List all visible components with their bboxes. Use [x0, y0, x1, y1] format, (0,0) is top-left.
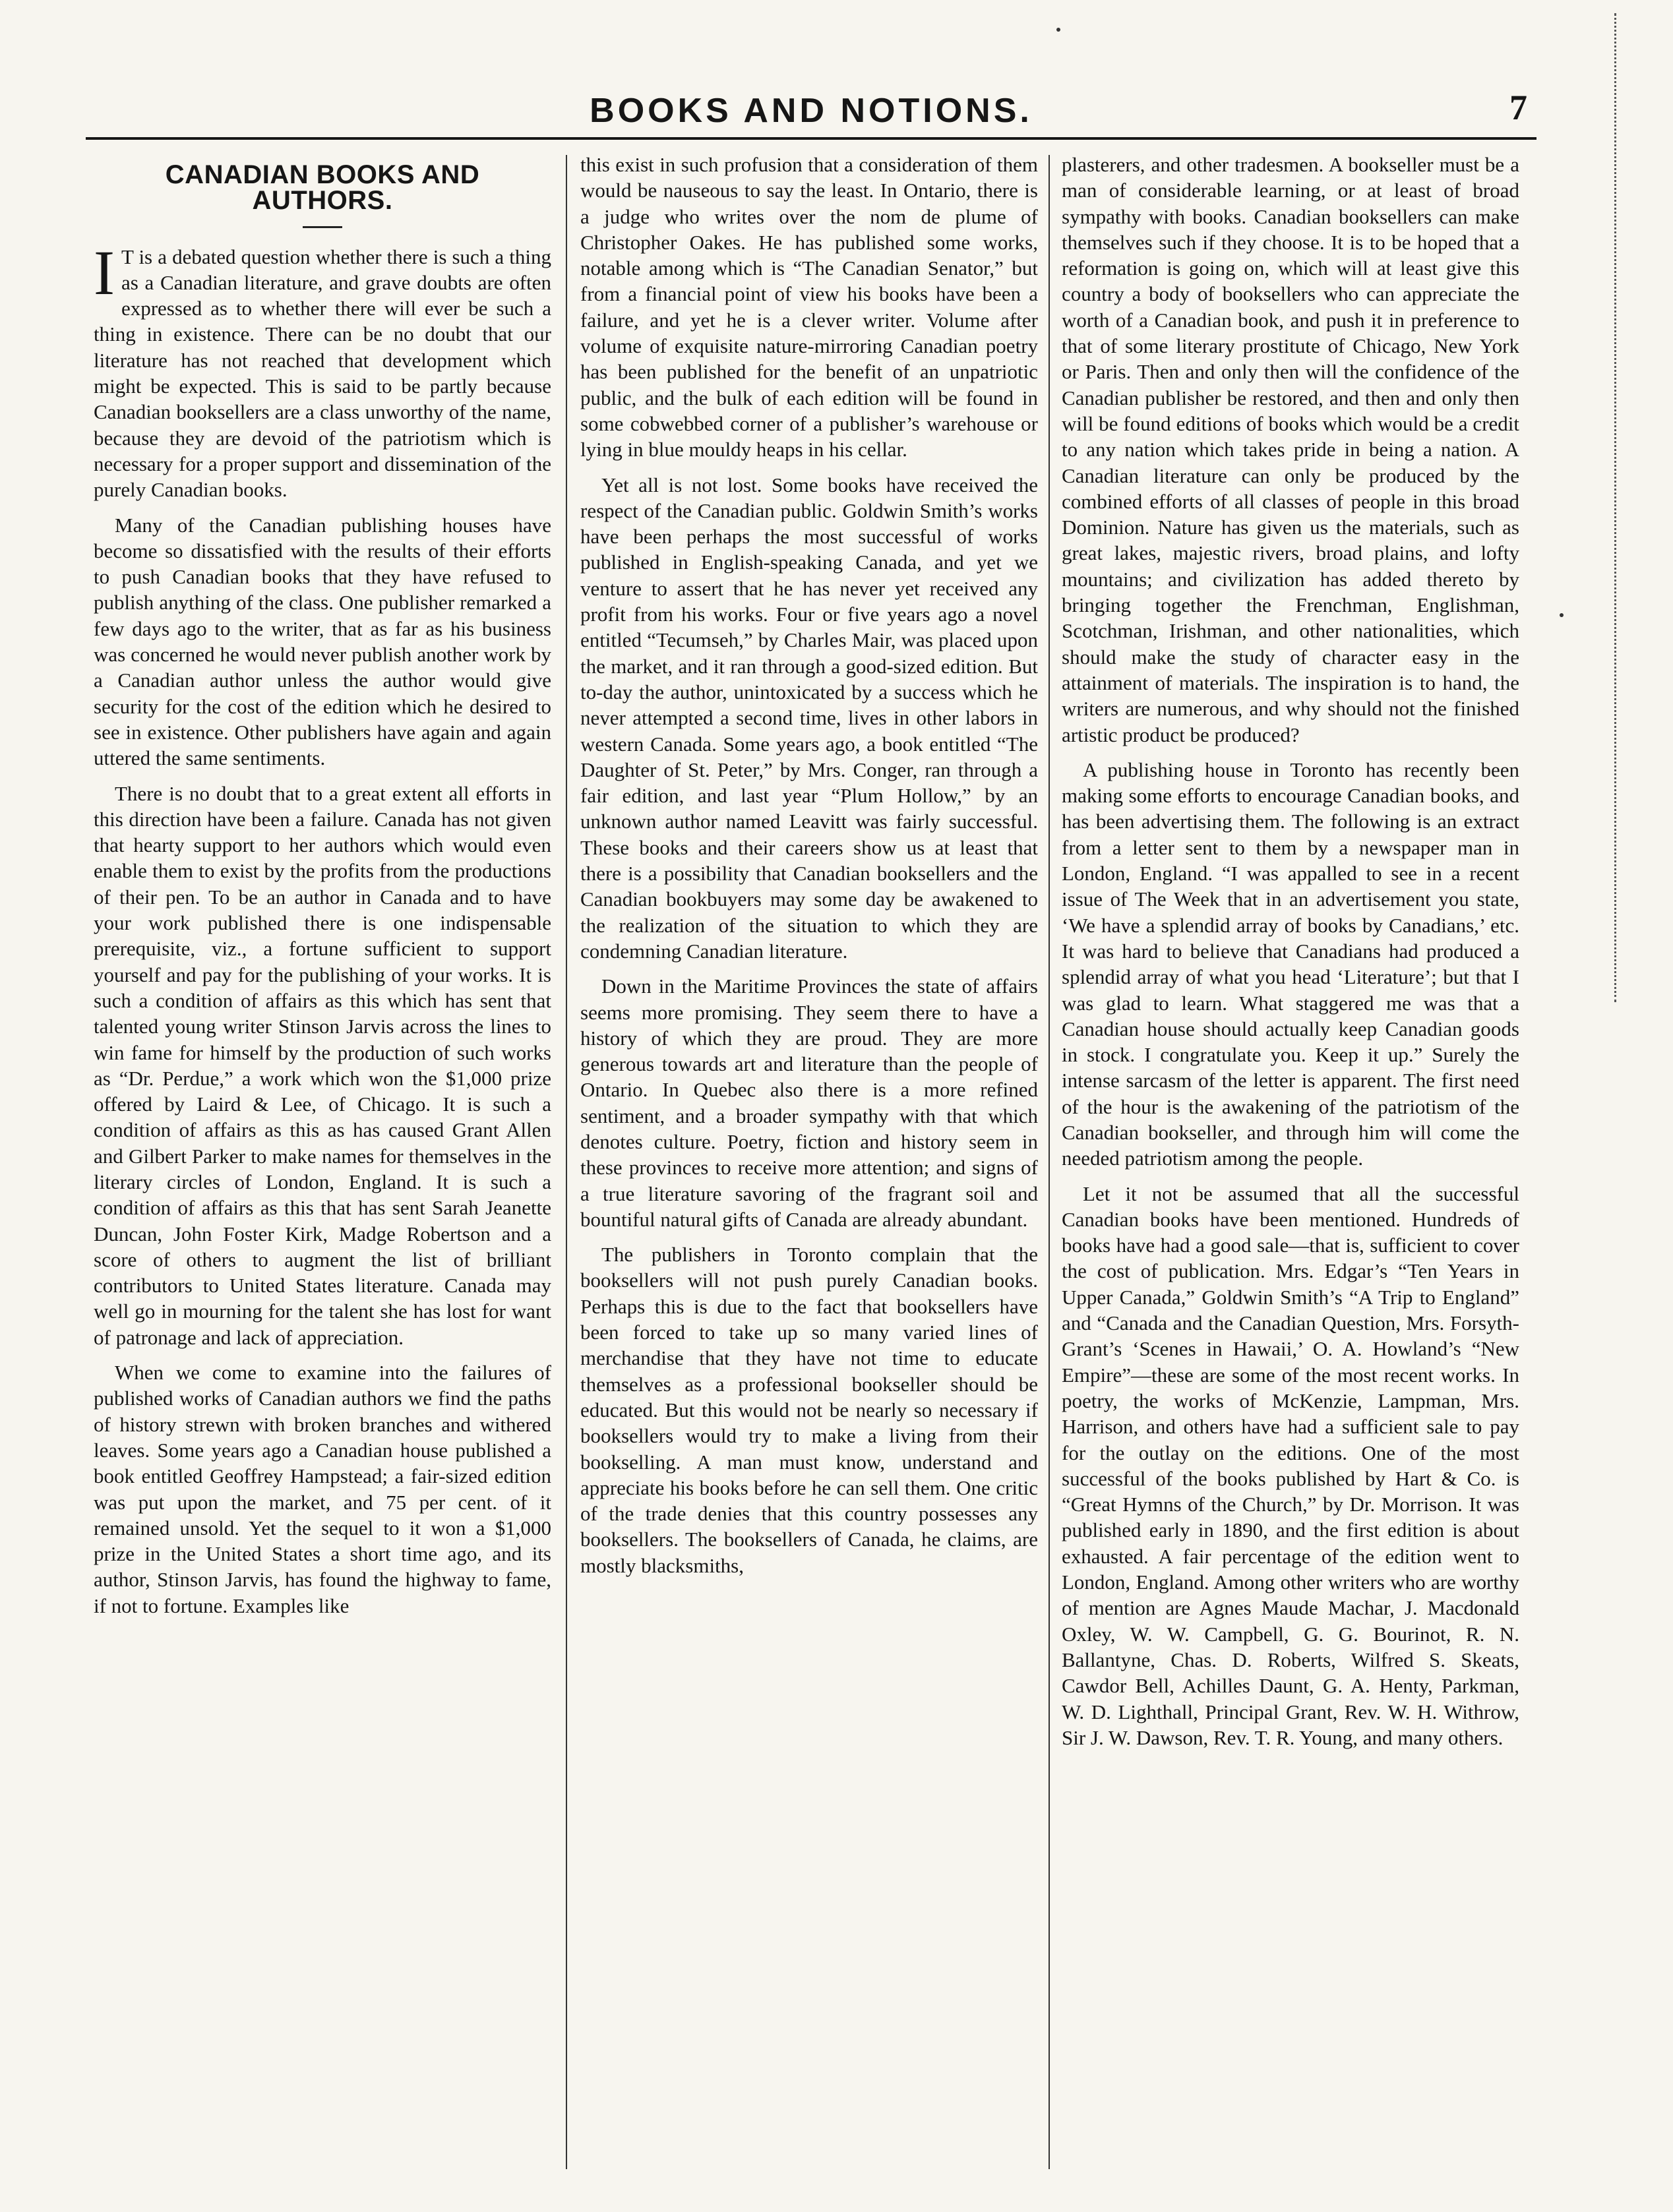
column-divider	[566, 155, 567, 2169]
article-column-3	[1062, 152, 1519, 2182]
column-divider	[1049, 155, 1050, 2169]
print-speck	[1056, 28, 1060, 32]
article-column-1	[94, 152, 551, 2182]
article-paragraph: Down in the Maritime Provinces the state of affairs seems more promising. They seem there to have a history of which they are proud. They are more generous towards art and literature than the people of Ontario. In Quebec also there is a more refined sentiment, and a broader sympathy with that which denotes culture. Poetry, fiction and history seem in these provinces to receive more attention; and signs of a true literature savoring of the fragrant soil and bountiful natural gifts of Canada are already abundant.	[580, 974, 1038, 1231]
headline-rule	[303, 226, 342, 228]
article-paragraph: plasterers, and other tradesmen. A bookseller must be a man of considerable learning, or at least of broad sympathy with books. Canadian booksellers can make themselves such if they choose. It is to be hoped that a reformation is going on, which will at least give this country a body of booksellers who can appreciate the worth of a Canadian book, and push it in preference to that of some literary prostitute of Chicago, New York or Paris. Then and only then will the confidence of the Canadian publisher be restored, and then and only then will be found editions of books which would be a credit to any nation which takes pride in being a nation. A Canadian literature can only be produced by the combined efforts of all classes of people in this broad Dominion. Nature has given us the materials, such as great lakes, majestic rivers, broad plains, and lofty mountains; and civilization has added thereto by bringing together the Frenchman, Englishman, Scotchman, Irishman, and other nationalities, which should make the study of character easy in the attainment of materials. The inspiration is to hand, the writers are numerous, and why should not the finished artistic product be produced?	[1062, 153, 1519, 746]
article-paragraph: Many of the Canadian publishing houses have become so dissatisfied with the results of their efforts to push Canadian books that they have refused to publish anything of the class. One publisher remarked a few days ago to the writer, that as far as his business was concerned he would never publish another work by a Canadian author unless the author would give security for the cost of the edition which he desired to see in existence. Other publishers have again and again uttered the same sentiments.	[94, 513, 551, 770]
article-paragraph: The publishers in Toronto complain that the booksellers will not push purely Canadian books. Perhaps this is due to the fact that booksellers have been forced to take up so many varied lines of merchandise that they have not time to educate themselves as a professional bookseller should be educated. But this would not be nearly so necessary if booksellers would try to make a living from their bookselling. A man must know, understand and appreciate his books before he can sell them. One critic of the trade denies that this country possesses any booksellers. The booksellers of Canada, he claims, are mostly blacksmiths,	[580, 1243, 1038, 1577]
article-column-2	[580, 152, 1038, 2182]
page-header	[86, 79, 1536, 138]
page-number: 7	[1509, 88, 1527, 127]
article-paragraph: Let it not be assumed that all the successful Canadian books have been mentioned. Hundreds of books have had a good sale—that is, sufficient to cover the cost of publication. Mrs. Edgar’s “Ten Years in Upper Canada,” Goldwin Smith’s “A Trip to England” and “Canada and the Canadian Question, Mrs. Forsyth-Grant’s ‘Scenes in Hawaii,’ O. A. Howland’s “New Empire”—these are some of the most recent works. In poetry, the works of McKenzie, Lampman, Mrs. Harrison, and others have had a sufficient sale to pay for the outlay on the editions. One of the most successful of the books published by Hart & Co. is “Great Hymns of the Church,” by Dr. Morrison. It was published early in 1890, and the first edition is about exhausted. A fair percentage of the edition went to London, England. Among other writers who are worthy of mention are Agnes Maude Machar, J. Macdonald Oxley, W. W. Campbell, G. G. Bourinot, R. N. Ballantyne, Chas. D. Roberts, Wilfred S. Skeats, Cawdor Bell, Achilles Daunt, G. A. Henty, Parkman, W. D. Lighthall, Principal Grant, Rev. W. H. Withrow, Sir J. W. Dawson, Rev. T. R. Young, and many others.	[1062, 1181, 1519, 1749]
drop-cap: I	[94, 237, 115, 308]
article-paragraph: this exist in such profusion that a consideration of them would be nauseous to say the least. In Ontario, there is a judge who writes over the nom de plume of Christopher Oakes. He has published some works, notable among which is “The Canadian Senator,” but from a financial point of view his books have been a failure, and yet he is a clever writer. Volume after volume of exquisite nature-mirroring Canadian poetry has been published for the benefit of an unpatriotic public, and the bulk of each edition will be found in some cobwebbed corner of a publisher’s warehouse or lying in blue mouldy heaps in his cellar.	[580, 153, 1038, 462]
article-headline: CANADIAN BOOKS AND AUTHORS.	[165, 160, 480, 216]
article-paragraph	[94, 237, 551, 503]
article-paragraph: Yet all is not lost. Some books have received the respect of the Canadian public. Goldwin Smith’s works have been perhaps the most successful of works published in English-speaking Canada, and yet we venture to assert that he has never yet received any profit from his works. Four or five years ago a novel entitled “Tecumseh,” by Charles Mair, was placed upon the market, and it ran through a good-sized edition. But to-day the author, unintoxicated by a success which he never attempted a second time, lives in other labors in western Canada. Some years ago, a book entitled “The Daughter of St. Peter,” by Mrs. Conger, ran through a fair edition, and last year “Plum Hollow,” by an unknown author named Leavitt was fairly successful. These books and their careers show us at least that there is a possibility that Canadian booksellers and the Canadian bookbuyers may some day be awakened to the realization of the situation to which they are condemning Canadian literature.	[580, 473, 1038, 963]
print-speck	[1560, 613, 1564, 617]
binding-edge-marks	[1614, 13, 1636, 1002]
paragraph-text: T is a debated question whether there is such a thing as a Canadian literature, and grave doubts are often expressed as to whether there will ever be such a thing in existence. There can be no doubt that our literature has not reached that development which might be expected. This is said to be partly because Canadian booksellers are a class unworthy of the name, because they are devoid of the patriotism which is necessary for a proper support and dissemination of the purely Canadian books.	[94, 245, 551, 502]
article-paragraph: A publishing house in Toronto has recently been making some efforts to encourage Canadian books, and has been advertising them. The following is an extract from a letter sent to them by a newspaper man in London, England. “I was appalled to see in a recent issue of The Week that in an advertisement you state, ‘We have a splendid array of books by Canadians,’ etc. It was hard to believe that Canadians had produced a splendid array of what you head ‘Literature’; but that I was glad to learn. What staggered me was that a Canadian house should actually keep Canadian goods in stock. I congratulate you. Keep it up.” Surely the intense sarcasm of the letter is apparent. The first need of the hour is the awakening of the patriotism of the Canadian bookseller, and through him will come the needed patriotism among the people.	[1062, 758, 1519, 1170]
article-paragraph: When we come to examine into the failures of published works of Canadian authors we find the paths of history strewn with broken branches and withered leaves. Some years ago a Canadian house published a book entitled Geoffrey Hampstead; a fair-sized edition was put upon the market, and 75 per cent. of it remained unsold. Yet the sequel to it won a $1,000 prize in the United States a short time ago, and its author, Stinson Jarvis, has found the highway to fame, if not to fortune. Examples like	[94, 1361, 551, 1617]
running-title: BOOKS AND NOTIONS.	[590, 92, 1033, 130]
header-rule	[86, 137, 1536, 140]
article-paragraph: There is no doubt that to a great extent all efforts in this direction have been a failure. Canada has not given that hearty support to her authors which would even enable them to exist by the profits from the productions of their pen. To be an author in Canada and to have your work published there is one indispensable prerequisite, viz., a fortune sufficient to support yourself and pay for the publishing of your works. It is such a condition of affairs as this which has sent that talented young writer Stinson Jarvis across the lines to win fame for himself by the production of such works as “Dr. Perdue,” a work which won the $1,000 prize offered by Laird & Lee, of Chicago. It is such a condition of affairs as this as has caused Grant Allen and Gilbert Parker to make names for themselves in the literary circles of London, England. It is such a condition of affairs as this that has sent Sarah Jeanette Duncan, John Foster Kirk, Madge Robertson and a score of others to augment the list of brilliant contributors to United States literature. Canada may well go in mourning for the talent she has lost for want of patronage and lack of appreciation.	[94, 781, 551, 1349]
